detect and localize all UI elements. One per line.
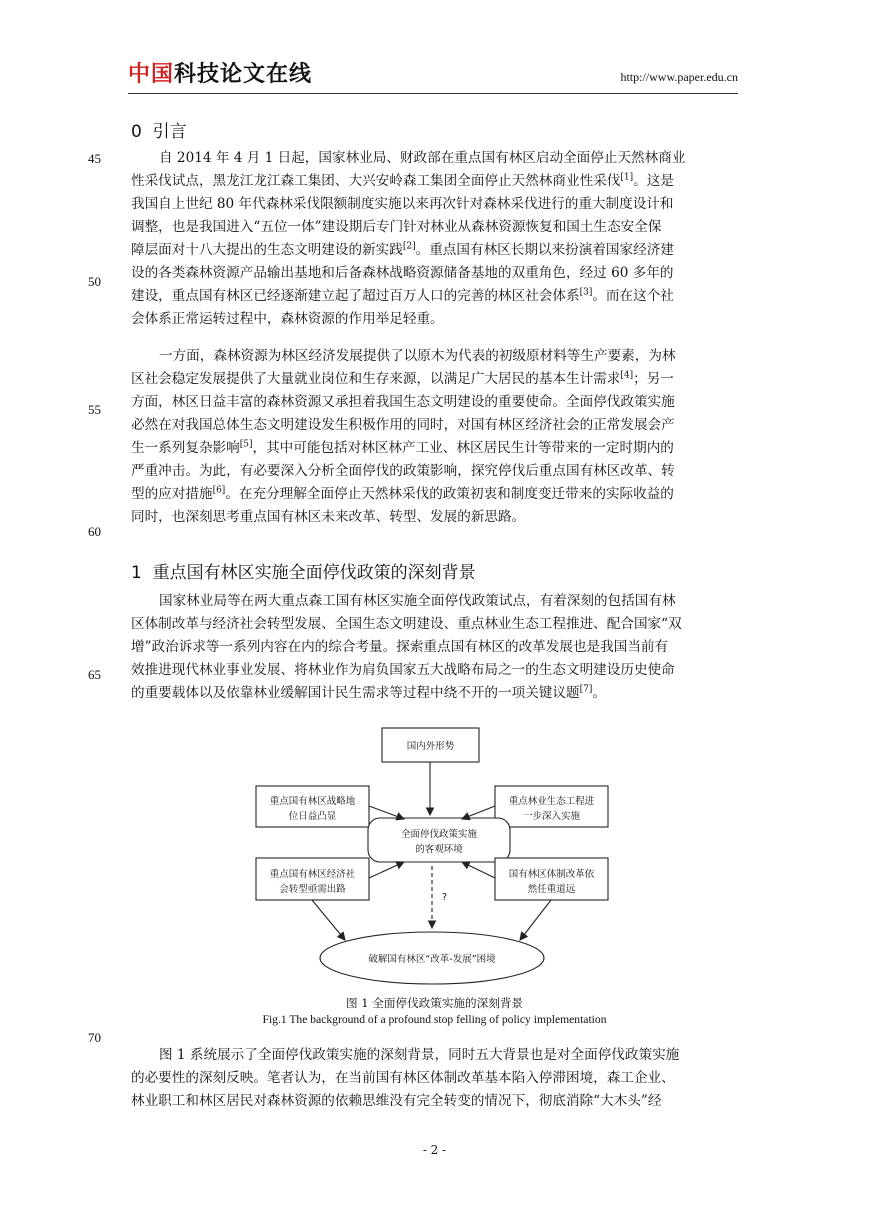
text-line: 会体系正常运转过程中，森林资源的作用举足轻重。	[131, 311, 444, 327]
box-text: 全面停伐政策实施	[400, 829, 478, 840]
text-line: 的重要载体以及依靠林业缓解国计民生需求等过程中绕不开的一项关键议题[7]。	[131, 684, 606, 701]
page-number: - 2 -	[422, 1143, 447, 1157]
text-line: 效推进现代林业事业发展、将林业作为肩负国家五大战略布局之一的生态文明建设历史使命	[131, 662, 675, 678]
text-line: 增”政治诉求等一系列内容在内的综合考量。探索重点国有林区的改革发展也是我国当前有	[131, 639, 669, 655]
line-number: 55	[88, 402, 101, 417]
arrow	[369, 806, 404, 819]
line-number: 65	[88, 667, 101, 682]
box-text: 重点国有林区经济社	[269, 869, 356, 880]
box-text: 国内外形势	[406, 741, 455, 752]
text-line: 严重冲击。为此，有必要深入分析全面停伐的政策影响，探究停伐后重点国有林区改革、转	[131, 463, 675, 479]
text-line: 林业职工和林区居民对森林资源的依赖思维没有完全转变的情况下，彻底消除“大木头”经	[131, 1093, 662, 1109]
text-line: 生一系列复杂影响[5]，其中可能包括对林区林产工业、林区居民生计等带来的一定时期内的	[131, 439, 674, 456]
text-line: 必然在对我国总体生态文明建设发生积极作用的同时，对国有林区经济社会的正常发展会产	[131, 417, 675, 433]
citation-marker: [4]	[620, 370, 634, 381]
text-line: 调整，也是我国进入“五位一体”建设期后专门针对林业从森林资源恢复和国土生态安全保	[131, 219, 662, 235]
text-line: 区社会稳定发展提供了大量就业岗位和生存来源，以满足广大居民的基本生计需求[4]；另一	[131, 370, 674, 387]
line-number: 50	[88, 274, 101, 289]
figure-caption-cn: 图 1 全面停伐政策实施的深刻背景	[345, 996, 524, 1010]
arrow	[312, 900, 345, 940]
box-text: 的客观环境	[415, 844, 463, 855]
text-line: 自 2014 年 4 月 1 日起，国家林业局、财政部在重点国有林区启动全面停止天然林商业	[159, 150, 686, 166]
text-line: 一方面，森林资源为林区经济发展提供了以原木为代表的初级原材料等生产要素，为林	[159, 348, 676, 364]
line-number: 45	[88, 151, 101, 166]
text-line: 的必要性的深刻反映。笔者认为，在当前国有林区体制改革基本陷入停滞困境，森工企业、	[131, 1070, 675, 1086]
text-line: 设的各类森林资源产品输出基地和后备森林战略资源储备基地的双重角色，经过 60 多年的	[131, 265, 674, 281]
arrow	[462, 806, 495, 819]
box-text: 重点国有林区战略地	[269, 796, 356, 807]
citation-marker: [7]	[579, 684, 593, 695]
text-line: 国家林业局等在两大重点森工国有林区实施全面停伐政策试点，有着深刻的包括国有林	[159, 593, 676, 609]
box-text: 位日益凸显	[288, 811, 337, 822]
citation-marker: [5]	[239, 439, 253, 450]
figure-caption-en: Fig.1 The background of a profound stop felling of policy implementation	[262, 1013, 607, 1026]
text-line: 方面，林区日益丰富的森林资源又承担着我国生态文明建设的重要使命。全面停伐政策实施	[131, 394, 675, 410]
arrow	[369, 862, 404, 878]
text-line: 型的应对措施[6]。在充分理解全面停止天然林采伐的政策初衷和制度变迁带来的实际收益的	[131, 485, 674, 502]
box-text: 重点林业生态工程进	[508, 796, 595, 807]
arrow	[462, 862, 495, 878]
citation-marker: [2]	[402, 241, 416, 252]
line-number: 70	[88, 1030, 101, 1045]
box-center	[368, 818, 510, 862]
text-line: 区体制改革与经济社会转型发展、全国生态文明建设、重点林业生态工程推进、配合国家“双	[131, 616, 682, 632]
box-text: 一步深入实施	[522, 811, 581, 822]
arrow	[520, 900, 551, 940]
paragraph-4	[131, 1044, 739, 1113]
line-number: 60	[88, 524, 101, 539]
header-url: http://www.paper.edu.cn	[620, 70, 738, 84]
citation-marker: [3]	[579, 287, 593, 298]
text-line: 图 1 系统展示了全面停伐政策实施的深刻背景，同时五大背景也是对全面停伐政策实施	[159, 1047, 680, 1063]
box-text: 会转型亟需出路	[279, 884, 346, 895]
section-title-intro: 0 引言	[131, 122, 187, 142]
text-line: 性采伐试点，黑龙江龙江森工集团、大兴安岭森工集团全面停止天然林商业性采伐[1]。这是	[131, 172, 674, 189]
ellipse-text: 破解国有林区“改革-发展”困境	[368, 954, 496, 965]
section-title-1: 1 重点国有林区实施全面停伐政策的深刻背景	[131, 563, 476, 583]
text-line: 障层面对十八大提出的生态文明建设的新实践[2]。重点国有林区长期以来扮演着国家经济建	[131, 241, 674, 258]
citation-marker: [1]	[620, 172, 634, 183]
box-text: 国有林区体制改革依	[508, 869, 595, 880]
text-line: 同时，也深刻思考重点国有林区未来改革、转型、发展的新思路。	[131, 509, 526, 525]
site-logo: 中国科技论文在线	[128, 62, 313, 87]
citation-marker: [6]	[212, 485, 226, 496]
text-line: 我国自上世纪 80 年代森林采伐限额制度实施以来再次针对森林采伐进行的重大制度设计和	[131, 196, 674, 212]
question-mark: ?	[442, 892, 448, 903]
box-text: 然任重道远	[527, 884, 576, 895]
text-line: 建设，重点国有林区已经逐渐建立起了超过百万人口的完善的林区社会体系[3]。而在这个社	[131, 287, 674, 304]
